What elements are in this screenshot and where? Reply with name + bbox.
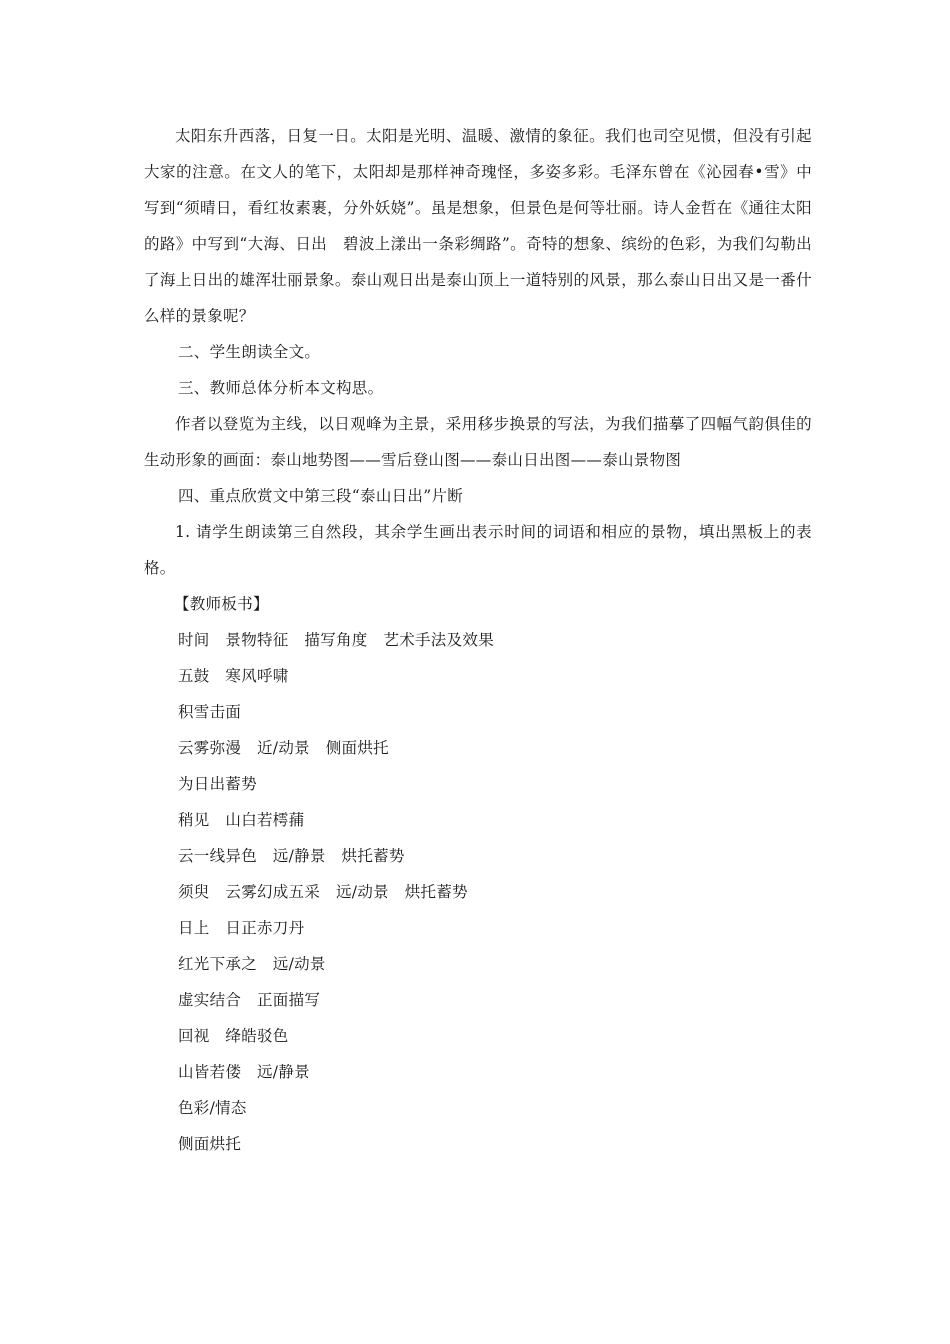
board-line: 须臾 云雾幻成五采 远/动景 烘托蓄势 <box>178 883 468 901</box>
board-line: 稍见 山白若樗蒱 <box>178 811 305 829</box>
teacher-board <box>144 586 812 1162</box>
board-line: 为日出蓄势 <box>178 775 258 793</box>
board-line: 云雾弥漫 近/动景 侧面烘托 <box>178 739 389 757</box>
board-line: 色彩/情态 <box>178 1099 247 1117</box>
document-content <box>144 118 812 1162</box>
board-title: 【教师板书】 <box>174 595 269 613</box>
step-two-line: 二、学生朗读全文。 <box>178 343 321 361</box>
board-line: 红光下承之 远/动景 <box>178 955 326 973</box>
board-line: 日上 日正赤刀丹 <box>178 919 305 937</box>
board-line: 山皆若偻 远/静景 <box>178 1063 310 1081</box>
board-line: 虚实结合 正面描写 <box>178 991 321 1009</box>
board-line: 回视 绛皓驳色 <box>178 1027 289 1045</box>
board-line: 云一线异色 远/静景 烘托蓄势 <box>178 847 405 865</box>
analysis-paragraph: 作者以登览为主线，以日观峰为主景，采用移步换景的写法，为我们描摹了四幅气韵俱佳的生动形象的画面：泰山地势图——雪后登山图——泰山日出图——泰山景物图 <box>144 415 812 469</box>
board-line: 积雪击面 <box>178 703 242 721</box>
board-line: 时间 景物特征 描写角度 艺术手法及效果 <box>178 631 495 649</box>
intro-paragraph: 太阳东升西落，日复一日。太阳是光明、温暖、激情的象征。我们也司空见惯，但没有引起大家的注意。在文人的笔下，太阳却是那样神奇瑰怪，多姿多彩。毛泽东曾在《沁园春•雪》中写到“须晴日，看红妆素裹，分外妖娆”。虽是想象，但景色是何等壮丽。诗人金哲在《通往太阳的路》中写到“大海、日出 碧波上漾出一条彩绸路”。奇特的想象、缤纷的色彩，为我们勾勒出了海上日出的雄浑壮丽景象。泰山观日出是泰山顶上一道特别的风景，那么泰山日出又是一番什么样的景象呢？ <box>144 127 812 325</box>
board-line: 五鼓 寒风呼啸 <box>178 667 289 685</box>
board-line: 侧面烘托 <box>178 1135 242 1153</box>
step-three-line: 三、教师总体分析本文构思。 <box>178 379 384 397</box>
task-one-paragraph: 1. 请学生朗读第三自然段，其余学生画出表示时间的词语和相应的景物，填出黑板上的表格。 <box>144 523 812 577</box>
step-four-line: 四、重点欣赏文中第三段“泰山日出”片断 <box>178 487 464 505</box>
